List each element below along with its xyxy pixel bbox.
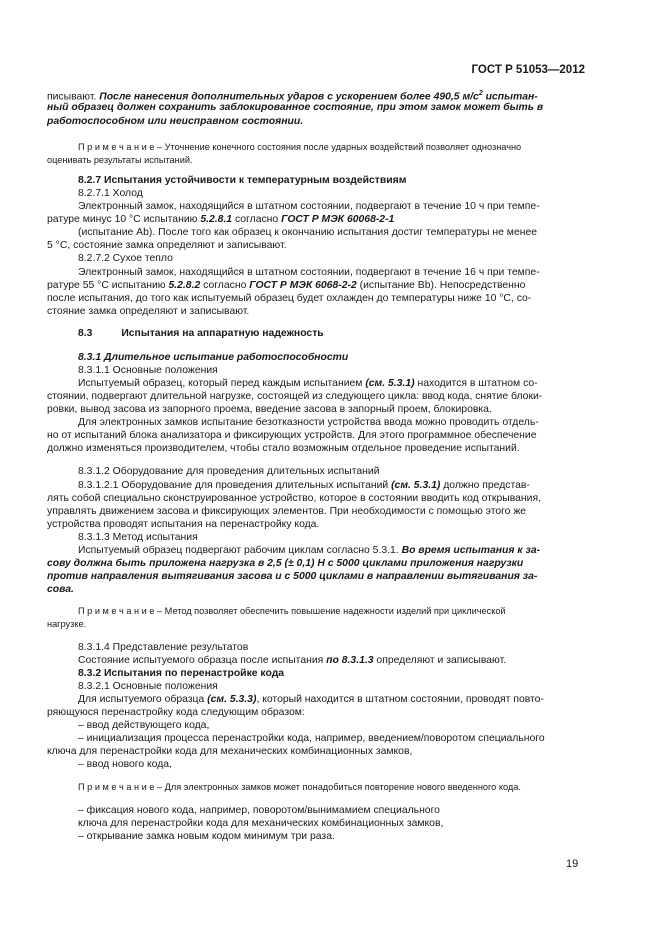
note-text: – Уточнение конечного состояния после ударных воздействий позволяет однозначно — [154, 142, 522, 152]
note-label: П р и м е ч а н и е — [78, 782, 155, 792]
text-line — [78, 544, 540, 557]
text-span: определяют и записывают. — [373, 655, 507, 666]
list-item: – открывание замка новым кодом минимум три раза. — [78, 831, 335, 842]
superscript: 2 — [478, 90, 483, 97]
text-span: , который находится в штатном состоянии, проводят повто- — [256, 694, 544, 705]
text-line: лять собой специально сконструированное устройство, которое в состоянии вводить код открывания, — [47, 493, 541, 504]
text-span: 8.3.1.2.1 Оборудование для проведения длительных испытаний — [78, 480, 392, 491]
text-line: 5 °С, состояние замка определяют и записывают. — [47, 240, 287, 251]
note-text: – Метод позволяет обеспечить повышение надежности изделий при циклической — [154, 606, 506, 616]
page-number: 19 — [566, 858, 579, 870]
document-header-id: ГОСТ Р 51053—2012 — [471, 64, 585, 76]
subsection-heading: 8.3.2.1 Основные положения — [78, 681, 218, 692]
text-span: согласно — [232, 214, 282, 225]
text-line: ный образец должен сохранить заблокированное состояние, при этом замок может быть в — [47, 102, 544, 113]
emphasis-text: испытан- — [482, 91, 538, 103]
text-line: управлять движением засова и фиксирующих элементов. При необходимости с помощью этого же — [47, 506, 527, 517]
subsection-heading: 8.2.7.1 Холод — [78, 188, 143, 199]
subsection-heading: 8.2.7.2 Сухое тепло — [78, 253, 173, 264]
text-line: (испытание Аb). После того как образец к окончанию испытания достиг температуры не менее — [78, 227, 538, 238]
text-line — [78, 654, 506, 667]
text-line — [78, 377, 538, 390]
reference-text: (см. 5.3.1) — [365, 378, 415, 389]
reference-text: (см. 5.3.3) — [207, 694, 257, 705]
section-heading: 8.3.2 Испытания по перенастройке кода — [78, 668, 285, 679]
text-line — [78, 479, 530, 492]
text-span: согласно — [200, 280, 250, 291]
note-text: – Для электронных замков может понадобиться повторение нового введенного кода. — [154, 782, 521, 792]
text-span: Испытуемый образец подвергают рабочим циклам согласно 5.3.1. — [78, 545, 402, 556]
text-line — [47, 213, 394, 226]
subsection-heading: 8.3.1.1 Основные положения — [78, 365, 218, 376]
text-line — [47, 279, 525, 292]
text-line — [78, 693, 544, 706]
reference-text: ГОСТ Р МЭК 60068-2-1 — [281, 214, 395, 225]
text-line: Электронный замок, находящийся в штатном состоянии, подвергают в течение 10 ч при темпе- — [78, 201, 540, 212]
text-span: Для испытуемого образца — [78, 694, 208, 705]
text-line: после испытания, до того как испытуемый образец будет охлажден до температуры ниже 10 °С, со- — [47, 293, 532, 304]
text-span: ратуре 55 °С испытанию — [47, 280, 169, 291]
text-span: (испытание Вb). Непосредственно — [356, 280, 526, 291]
note-line — [78, 781, 521, 793]
list-item: – инициализация процесса перенастройки кода, например, введением/поворотом специального — [78, 733, 545, 744]
emphasis-text: Во время испытания к за- — [401, 545, 541, 556]
text-line: Для электронных замков испытание безотказности устройства ввода можно проводить отдель- — [78, 417, 539, 428]
text-line: должно изменяться производителем, чтобы стало возможным отдельное проведение испытаний. — [47, 443, 520, 454]
text-line: работоспособном или неисправном состоянии. — [47, 116, 304, 127]
text-line: стояние замка определяют и записывают. — [47, 306, 250, 317]
text-span: писывают. — [47, 91, 100, 103]
section-heading: 8.3 Испытания на аппаратную надежность — [78, 328, 324, 339]
reference-text: 5.2.8.1 — [200, 214, 233, 225]
list-item-continuation: ключа для перенастройки кода для механических комбинационных замков, — [47, 746, 413, 757]
note-line: нагрузке. — [47, 619, 87, 629]
list-item: – ввод нового кода, — [78, 759, 172, 770]
list-item: – ввод действующего кода, — [78, 720, 210, 731]
text-span: должно представ- — [440, 480, 530, 491]
text-line: устройства проводят испытания на перенастройку кода. — [47, 519, 320, 530]
text-line: против направления вытягивания засова и с 5000 циклами в направлении вытягивания за- — [47, 571, 538, 582]
list-item-continuation: ключа для перенастройки кода для механических комбинационных замков, — [78, 818, 444, 829]
reference-text: по 8.3.1.3 — [326, 655, 374, 666]
text-line: стоянии, подвергают длительной нагрузке, состоящей из следующего цикла: ввод кода, снятие блоки- — [47, 391, 543, 402]
note-label: П р и м е ч а н и е — [78, 142, 155, 152]
reference-text: ГОСТ Р МЭК 6068-2-2 — [249, 280, 357, 291]
subsection-heading: 8.3.1.4 Представление результатов — [78, 642, 249, 653]
text-span: Состояние испытуемого образца после испытания — [78, 655, 327, 666]
text-line: но от испытаний блока анализатора и фиксирующих устройств. Для этого программное обеспечение — [47, 430, 537, 441]
text-line: ровки, вывод засова из запорного проема, введение засова в запорный проем, блокировка. — [47, 404, 492, 415]
note-line: оценивать результаты испытаний. — [47, 155, 193, 165]
section-heading: 8.2.7 Испытания устойчивости к температурным воздействиям — [78, 175, 407, 186]
subsection-heading: 8.3.1.2 Оборудование для проведения длительных испытаний — [78, 466, 380, 477]
text-span: находится в штатном со- — [414, 378, 538, 389]
text-line: ряющуюся перенастройку кода следующим образом: — [47, 707, 305, 718]
text-span: Испытуемый образец, который перед каждым испытанием — [78, 378, 366, 389]
text-line: сову должна быть приложена нагрузка в 2,5 (± 0,1) Н с 5000 циклами приложения нагрузки — [47, 558, 524, 569]
text-line: Электронный замок, находящийся в штатном состоянии, подвергают в течение 16 ч при темпе- — [78, 267, 540, 278]
text-line: сова. — [47, 584, 74, 595]
note-label: П р и м е ч а н и е — [78, 606, 155, 616]
text-span: ратуре минус 10 °С испытанию — [47, 214, 201, 225]
subsection-heading: 8.3.1.3 Метод испытания — [78, 532, 198, 543]
subsection-heading: 8.3.1 Длительное испытание работоспособности — [78, 352, 349, 363]
note-line — [78, 605, 506, 617]
reference-text: 5.2.8.2 — [168, 280, 201, 291]
list-item: – фиксация нового кода, например, поворотом/вынимамием специального — [78, 805, 440, 816]
emphasis-text: После нанесения дополнительных ударов с ускорением более 490,5 м/с — [99, 91, 479, 103]
note-line — [78, 141, 521, 153]
reference-text: (см. 5.3.1) — [391, 480, 441, 491]
